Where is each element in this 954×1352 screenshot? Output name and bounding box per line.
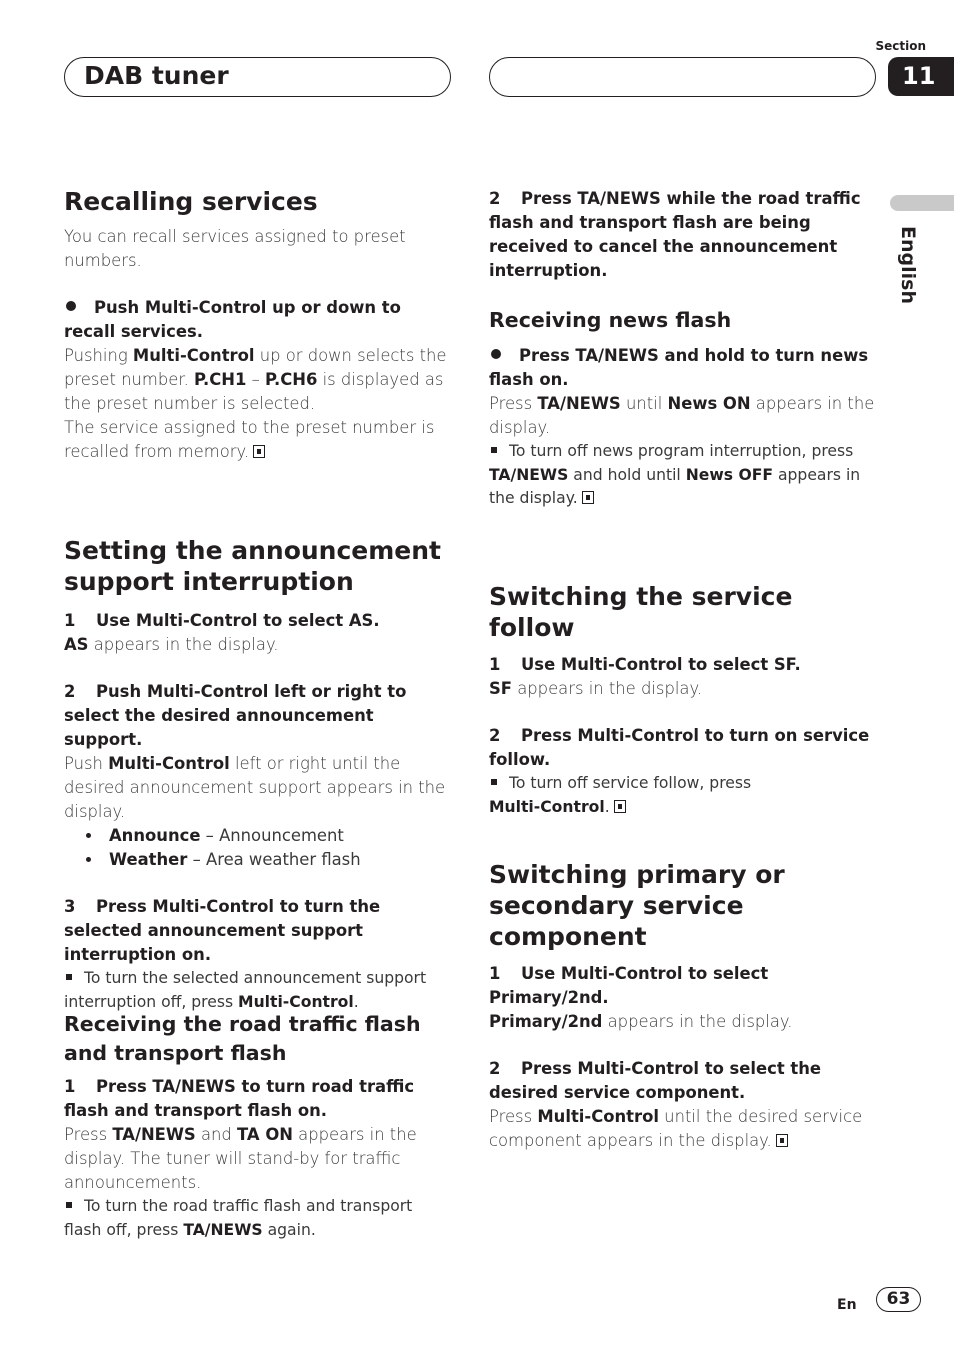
traffic-step-2 <box>489 187 879 283</box>
section-heading: Recalling services <box>64 187 318 216</box>
intro-text: You can recall services assigned to preset numbers. <box>64 227 406 270</box>
step-2-body: Press Multi-Control until the desired service component appears in the display. <box>489 1107 863 1150</box>
step-2: 2 Press Multi-Control to select the desired service component. <box>489 1059 822 1102</box>
section-heading: Setting the announcement support interruption <box>64 536 442 596</box>
step-1: 1 Press TA/NEWS to turn road traffic flash and transport flash on. <box>64 1077 415 1120</box>
end-mark-icon <box>582 491 594 504</box>
step-2: 2 Press TA/NEWS while the road traffic flash and transport flash are being received to cancel the announcement interruption. <box>489 189 861 280</box>
step-1: 1 Use Multi-Control to select SF. <box>489 655 801 674</box>
note-square-icon <box>491 779 497 785</box>
note: To turn the road traffic flash and transport flash off, press TA/NEWS again. <box>64 1197 413 1239</box>
step-1: 1 Use Multi-Control to select AS. <box>64 611 380 630</box>
chapter-title: DAB tuner <box>84 61 229 90</box>
service-follow-section <box>489 581 879 819</box>
note-square-icon <box>491 447 497 453</box>
section-heading: Switching the service follow <box>489 582 793 642</box>
step-1-body: Primary/2nd appears in the display. <box>489 1012 793 1031</box>
step-1-body: AS appears in the display. <box>64 635 279 654</box>
section-heading: Switching primary or secondary service component <box>489 860 785 951</box>
bullet-dot-icon <box>491 349 501 359</box>
note: To turn off news program interruption, press TA/NEWS and hold until News OFF appears in the display. <box>489 442 861 507</box>
body-text: Press TA/NEWS until News ON appears in the display. <box>489 394 875 437</box>
body-text: The service assigned to the preset number is recalled from memory. <box>64 418 435 461</box>
recalling-services-section <box>64 186 454 464</box>
bullet-icon <box>86 833 91 838</box>
road-traffic-section <box>64 1010 454 1242</box>
section-label: Section <box>875 39 926 53</box>
announcement-section <box>64 535 454 1014</box>
step-2-body: Push Multi-Control left or right until the desired announcement support appears in the display. <box>64 754 446 821</box>
step-2: 2 Push Multi-Control left or right to select the desired announcement support. <box>64 682 407 749</box>
list-item: Announce – Announcement <box>64 824 454 848</box>
step-instruction: Press TA/NEWS and hold to turn news flash on. <box>489 346 869 389</box>
bullet-icon <box>86 857 91 862</box>
step-3: 3 Press Multi-Control to turn the selected announcement support interruption on. <box>64 897 381 964</box>
note-square-icon <box>66 974 72 980</box>
service-component-section <box>489 859 879 1153</box>
step-2: 2 Press Multi-Control to turn on service follow. <box>489 726 870 769</box>
language-tab-marker <box>890 195 954 211</box>
language-label: English <box>897 226 919 304</box>
empty-header-pill <box>489 57 876 97</box>
step-1: 1 Use Multi-Control to select Primary/2nd. <box>489 964 769 1007</box>
news-flash-section <box>489 306 879 511</box>
page-number: 63 <box>876 1287 921 1312</box>
body-text: Pushing Multi-Control up or down selects the preset number. P.CH1 – P.CH6 is displayed as the preset number is selected. <box>64 346 447 413</box>
end-mark-icon <box>253 445 265 458</box>
note: To turn the selected announcement support interruption off, press Multi-Control. <box>64 969 427 1011</box>
section-heading: Receiving the road traffic flash and transport flash <box>64 1012 421 1065</box>
bullet-dot-icon <box>66 301 76 311</box>
step-1-body: SF appears in the display. <box>489 679 703 698</box>
section-number: 11 <box>888 57 954 96</box>
step-1-body: Press TA/NEWS and TA ON appears in the display. The tuner will stand-by for traffic announcements. <box>64 1125 417 1192</box>
note: To turn off service follow, press Multi-Control. <box>489 774 752 816</box>
step-instruction: Push Multi-Control up or down to recall services. <box>64 298 401 341</box>
note-square-icon <box>66 1202 72 1208</box>
end-mark-icon <box>776 1134 788 1147</box>
end-mark-icon <box>614 800 626 813</box>
list-item: Weather – Area weather flash <box>64 848 454 872</box>
language-code: En <box>837 1297 857 1313</box>
section-heading: Receiving news flash <box>489 308 732 332</box>
